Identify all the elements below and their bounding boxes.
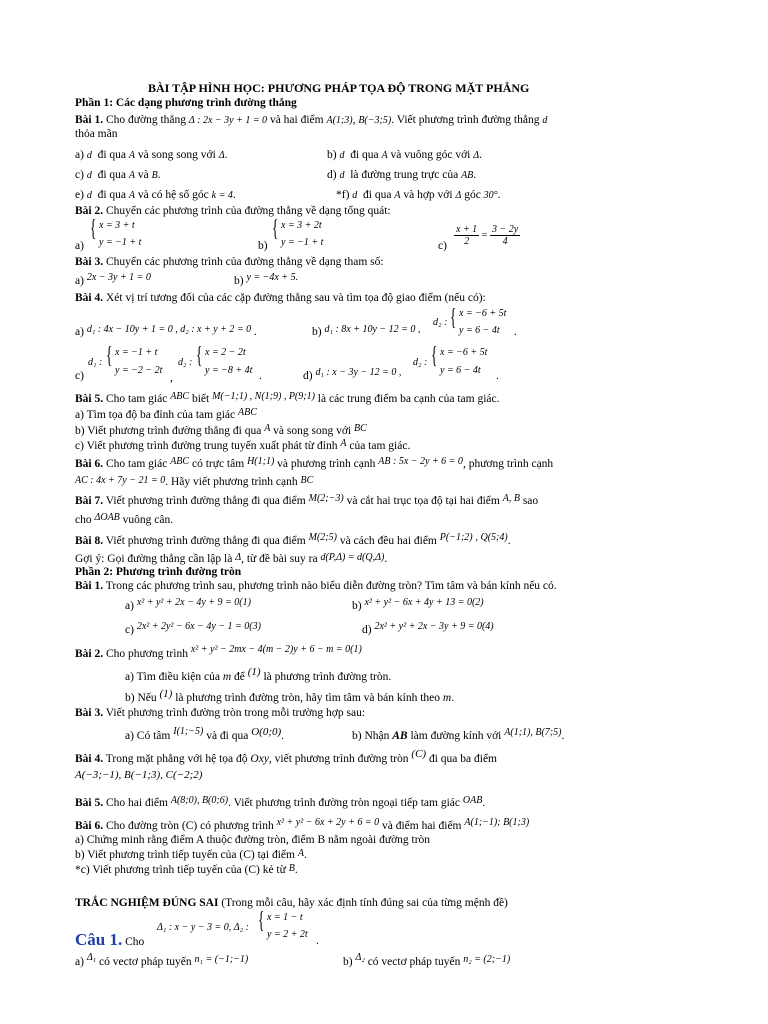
math: Δ [455,190,462,201]
text: b) Viết phương trình tiếp tuyến của (C) tại điểm [75,849,295,861]
text: . Viết phương trình đường thẳng [391,114,540,126]
brace-icon: { [90,216,97,242]
math: d₂ : [433,317,448,328]
p1-b5-item-b [75,425,367,438]
equation: AB : 5x − 2y + 6 = 0 [378,456,463,467]
math: (C) [411,748,427,760]
text: . [316,935,319,947]
text: có vectơ pháp tuyến [99,956,192,968]
text: . [482,797,486,809]
math: Δ [218,150,225,161]
math: A, B [502,493,520,504]
p1-b1-line [75,114,547,127]
points: A(8;0), B(0;6) [170,795,229,806]
brace-icon: { [450,305,457,331]
equation: y = −1 + t [281,237,324,248]
equation: x = 2 − 2t [205,347,246,358]
text: và điểm hai điểm [381,820,462,832]
equation: Δ : 2x − 3y + 1 = 0 [188,115,268,126]
exercise-label: Bài 6. [75,820,104,832]
text: . [451,692,455,704]
p2-b6-item-b [75,849,307,862]
equation: y = −8 + 4t [205,365,253,376]
tf-item-a [75,952,249,969]
p1-b3-line [75,256,384,269]
p2-b1-item-c [125,621,261,637]
math: d [86,190,92,201]
text: . [507,535,511,547]
text: . Hãy viết phương trình cạnh [165,476,298,488]
text: và cách đều hai điểm [339,535,437,547]
text: . [514,326,517,338]
p1-b5-item-c [75,440,410,453]
text: , phương trình cạnh [462,458,554,470]
text: đi qua [97,169,126,181]
exercise-label: Bài 1. [75,114,104,126]
p1-b7-line2 [75,514,173,527]
p2-b3-item-a [125,726,285,743]
text: Cho đường thẳng [106,114,187,126]
p2-b4-line [75,748,497,766]
fraction [490,224,520,247]
equation: y = −4x + 5. [246,272,299,283]
p1-b1-item-a [75,149,227,162]
p2-b5-line [75,797,485,810]
p1-b8-line [75,532,511,548]
text: . [561,730,565,742]
item-label: e) [75,189,84,201]
exercise-label: Bài 2. [75,648,104,660]
text: , viết phương trình đường tròn [268,753,409,765]
p2-b1-item-d [362,621,494,637]
item-label: d) [362,624,372,636]
math: O(0;0) [251,726,282,738]
math: M(2;−3) [308,493,344,504]
math: AB [392,730,408,742]
text: làm đường kính với [410,730,502,742]
p1-b1-item-b [327,149,482,162]
p1-b3-item-b [234,272,299,288]
math: A [128,190,135,201]
point: B(−3;5) [358,115,392,126]
text: . [224,149,228,161]
item-label: c) [125,624,134,636]
exercise-label: Bài 5. [75,393,104,405]
text: sao [522,495,539,507]
equation: AC : 4x + 7y − 21 = 0 [75,475,166,486]
p1-b1-item-f [336,189,501,202]
text: và có hệ số góc [137,189,209,201]
p2-b6-item-c [75,864,298,877]
math: P(−1;2) [439,532,473,543]
text: b) Nhận [352,730,390,742]
text: biết [191,393,210,405]
p2-b2-item-a [125,666,392,684]
math: (1) [247,666,261,678]
text: đi qua [97,189,126,201]
math: k = 4 [211,190,233,201]
equation: x² + y² − 6x + 4y + 13 = 0(2) [364,597,484,608]
text: . [259,370,262,382]
text: , [170,372,173,384]
equation: d(P,Δ) = d(Q,Δ) [320,552,385,563]
math: ABC [170,456,190,467]
math: A [381,150,388,161]
equation: d₁ : 4x − 10y + 1 = 0 , d₂ : x + y + 2 = 0 [86,324,252,335]
item-label: d) [327,169,337,181]
text: Chuyển các phương trình của đường thẳng về dạng tổng quát: [106,205,391,217]
math: BC [300,475,314,486]
text: . [384,553,388,565]
math: = [481,230,488,241]
text: *c) Viết phương trình tiếp tuyến của (C) kẻ từ [75,864,286,876]
text: là đường trung trực của [350,169,459,181]
text: đi qua ba điểm [428,753,497,765]
equation: x² + y² − 6x + 2y + 6 = 0 [276,817,380,828]
brace-icon: { [258,908,265,934]
text: và hai điểm [269,114,324,126]
text: , [352,114,356,126]
text: Viết phương trình đường thẳng đi qua điểm [105,535,306,547]
text: đi qua [97,149,126,161]
item-label: b) [327,149,337,161]
text: a) Chứng minh rằng điểm A thuộc đường tròn, điểm B nằm ngoài đường tròn [75,834,431,846]
math: , Q(5;4) [475,532,508,543]
math: d [86,150,92,161]
p1-b6-line2 [75,476,313,489]
text: và hợp với [403,189,453,201]
equation: x = 3 + t [99,220,135,231]
p1-b5-item-a [75,409,257,422]
text: và song song với [273,425,352,437]
text: . [496,370,499,382]
text: c) Viết phương trình đường trung tuyến xuất phát từ đỉnh [75,440,338,452]
math: B [151,170,158,181]
tf-question-line [75,930,144,950]
equation: y = 2 + 2t [267,929,308,940]
math: A [128,170,135,181]
exercise-label: Bài 8. [75,535,104,547]
equation: x = 3 + 2t [281,220,322,231]
item-label: b) [352,600,362,612]
vector: n₂ = (2;−1) [463,954,511,965]
p1-b4-item-a [75,326,257,339]
text: Cho tam giác [106,393,168,405]
math: A [297,848,304,859]
math: d [542,115,548,126]
math: ΔOAB [94,512,120,523]
p1-b7-line [75,495,538,508]
text: thỏa mãn [75,128,118,140]
math: m [222,671,232,683]
part2-heading: Phần 2: Phương trình đường tròn [75,566,242,578]
p2-b1-line [75,580,557,593]
text: a) Tìm điều kiện của [125,671,220,683]
math: ABC [237,407,257,418]
text: của tam giác. [349,440,411,452]
text: Cho đường tròn (C) có phương trình [106,820,274,832]
part1-heading: Phần 1: Các dạng phương trình đường thẳng [75,97,297,109]
numerator: x + 1 [456,224,478,235]
equation: 2x² + 2y² − 6x − 4y − 1 = 0(3) [136,621,261,632]
item-label: *f) [336,189,350,201]
math: d₁ : [88,357,103,368]
text: đi qua [363,189,392,201]
math: AB [461,170,474,181]
math: Δ₂ [355,952,365,963]
p2-b2-item-b [125,688,455,705]
math: A [264,423,271,434]
math: A [340,438,347,449]
text: có trực tâm [191,458,245,470]
text: . [497,189,501,201]
math: Δ [235,552,242,563]
math: d [86,170,92,181]
equation: Δ₁ : x − y − 3 = 0, Δ₂ : [157,922,249,933]
p1-b6-line [75,458,553,471]
text: là các trung điểm ba cạnh của tam giác. [317,393,500,405]
text: và vuông góc với [390,149,471,161]
equation: x = −1 + t [115,347,158,358]
math: I(1;−5) [173,726,204,737]
equation: y = −1 + t [99,237,142,248]
math: Oxy [250,753,269,765]
math: d₂ : [413,357,428,368]
point: A(1;3) [326,115,353,126]
item-label: b) [343,956,353,968]
p1-b4-item-d [303,367,402,383]
text: Xét vị trí tương đối của các cặp đường thẳng sau và tìm tọa độ giao điểm (nếu có): [106,292,486,304]
item-label: a) [125,600,134,612]
p1-b2-line [75,205,391,218]
math: m [442,692,452,704]
item-label: a) [75,275,84,287]
item-label: b) [234,275,244,287]
text: và song song với [137,149,216,161]
text: a) Có tâm [125,730,171,742]
text: Cho phương trình [106,648,188,660]
section-heading: TRẮC NGHIỆM ĐÚNG SAI [75,897,219,909]
denominator: 2 [464,236,470,247]
exercise-label: Bài 6. [75,458,104,470]
math: H(1;1) [247,456,275,467]
text: . [303,849,307,861]
p2-b2-line [75,644,362,661]
equation: y = 6 − 4t [440,365,481,376]
text: và đi qua [206,730,249,742]
brace-icon: { [196,343,203,369]
points: A(1;−1); B(1;3) [464,817,530,828]
text: góc [464,189,481,201]
exercise-label: Bài 4. [75,753,104,765]
exercise-label: Bài 3. [75,707,104,719]
math: BC [354,423,367,434]
item-label: a) [75,149,84,161]
math: A [128,150,135,161]
text: (Trong mỗi câu, hãy xác định tính đúng sai của từng mệnh đề) [221,897,508,909]
text: là phương trình đường tròn, hãy tìm tâm và bán kính theo [175,692,441,704]
equation: 2x² + y² + 2x − 3y + 9 = 0(4) [374,621,494,632]
equation: x² + y² − 2mx − 4(m − 2)y + 6 − m = 0(1) [190,644,362,655]
text: . Viết phương trình đường tròn ngoại tiếp tam giác [228,797,461,809]
page-title: BÀI TẬP HÌNH HỌC: PHƯƠNG PHÁP TỌA ĐỘ TRONG MẶT PHẲNG [148,81,530,95]
tf-heading-line [75,897,508,910]
text: Cho [125,936,145,948]
text: . [254,326,257,338]
text: Cho tam giác [106,458,168,470]
tf-item-b [343,952,511,969]
math: Δ₁ [86,952,97,963]
text: Trong mặt phẳng với hệ tọa độ [105,753,248,765]
text: b) Nếu [125,692,157,704]
denominator: 4 [502,236,508,247]
text: và phương trình cạnh [277,458,376,470]
item-label: a) [75,240,84,252]
numerator: 3 − 2y [492,224,519,235]
text: vuông cân. [122,514,174,526]
text: Cho hai điểm [106,797,168,809]
points: A(1;1), B(7;5) [504,727,562,738]
brace-icon: { [106,343,113,369]
math: ABC [170,391,190,402]
item-label: c) [75,370,84,382]
text: . [281,730,285,742]
item-label: c) [75,169,84,181]
text: cho [75,514,92,526]
text: Chuyển các phương trình của đường thẳng về dạng tham số: [106,256,384,268]
p2-b1-item-b [352,597,484,613]
math: B [288,863,295,874]
exercise-label: Bài 1. [75,580,104,592]
text: để [234,671,245,683]
equation: d₁ : x − 3y − 12 = 0 , [315,367,402,378]
p1-b4-item-b [312,326,420,339]
math: (1) [159,688,173,700]
item-label: c) [438,240,447,252]
item-label: d) [303,370,313,382]
exercise-label: Bài 3. [75,256,104,268]
exercise-label: Bài 5. [75,797,104,809]
text: . [294,864,298,876]
math: d [339,150,345,161]
p1-b5-line [75,393,499,406]
brace-icon: { [272,216,279,242]
exercise-label: Bài 4. [75,292,104,304]
text: a) Tìm tọa độ ba đỉnh của tam giác [75,409,236,421]
p2-b1-item-a [125,597,251,613]
equation: x = 1 − t [267,912,303,923]
math: 30° [483,190,498,201]
p2-b3-item-b [352,727,565,743]
item-label: a) [75,326,84,338]
math: d [339,170,345,181]
equation: 2x − 3y + 1 = 0 [86,272,151,283]
text: . [232,189,236,201]
text: . [479,149,483,161]
item-label: b) [312,326,322,338]
fraction [454,224,479,247]
equation: x = −6 + 5t [440,347,488,358]
text: b) Viết phương trình đường thẳng đi qua [75,425,262,437]
equation: y = 6 − 4t [459,325,500,336]
question-label: Câu 1. [75,930,123,949]
math: OAB [462,795,483,806]
text: và [137,169,149,181]
equation: x = −6 + 5t [459,308,507,319]
p2-b6-line [75,817,530,833]
text: Gợi ý: Gọi đường thẳng cần lập là [75,553,233,565]
text: . [473,169,477,181]
text: , từ đề bài suy ra [241,553,318,565]
text: . [157,169,161,181]
text: Trong các phương trình sau, phương trình nào biểu diễn đường tròn? Tìm tâm và bán kính nếu có. [105,580,557,592]
item-label: a) [75,956,84,968]
math: A [394,190,401,201]
text: Viết phương trình đường tròn trong mỗi trường hợp sau: [105,707,366,719]
item-label: b) [258,240,268,252]
p1-b1-item-c [75,169,161,182]
p1-b4-line [75,292,486,305]
vector: n₁ = (−1;−1) [194,954,249,965]
math: M(2;5) [308,532,337,543]
p2-b3-line [75,707,365,720]
math: d [352,190,358,201]
text: và cắt hai trục tọa độ tại hai điểm [346,495,500,507]
equation: d₁ : 8x + 10y − 12 = 0 , [324,324,421,335]
exercise-label: Bài 7. [75,495,104,507]
math: Δ [473,150,480,161]
math: d₂ : [178,357,193,368]
brace-icon: { [431,343,438,369]
text: đi qua [350,149,379,161]
p1-b3-item-a [75,272,151,288]
exercise-label: Bài 2. [75,205,104,217]
text: có vectơ pháp tuyến [367,956,461,968]
points: A(−3;−1), B(−1;3), C(−2;2) [75,769,203,781]
equation: x² + y² + 2x − 4y + 9 = 0(1) [136,597,251,608]
equation: y = −2 − 2t [115,365,163,376]
points: M(−1;1) , N(1;9) , P(9;1) [212,391,315,402]
p1-b1-item-e [75,189,236,202]
text: Viết phương trình đường thẳng đi qua điểm [105,495,306,507]
text: là phương trình đường tròn. [263,671,392,683]
p1-b1-item-d [327,169,476,182]
p1-b8-hint [75,553,387,566]
